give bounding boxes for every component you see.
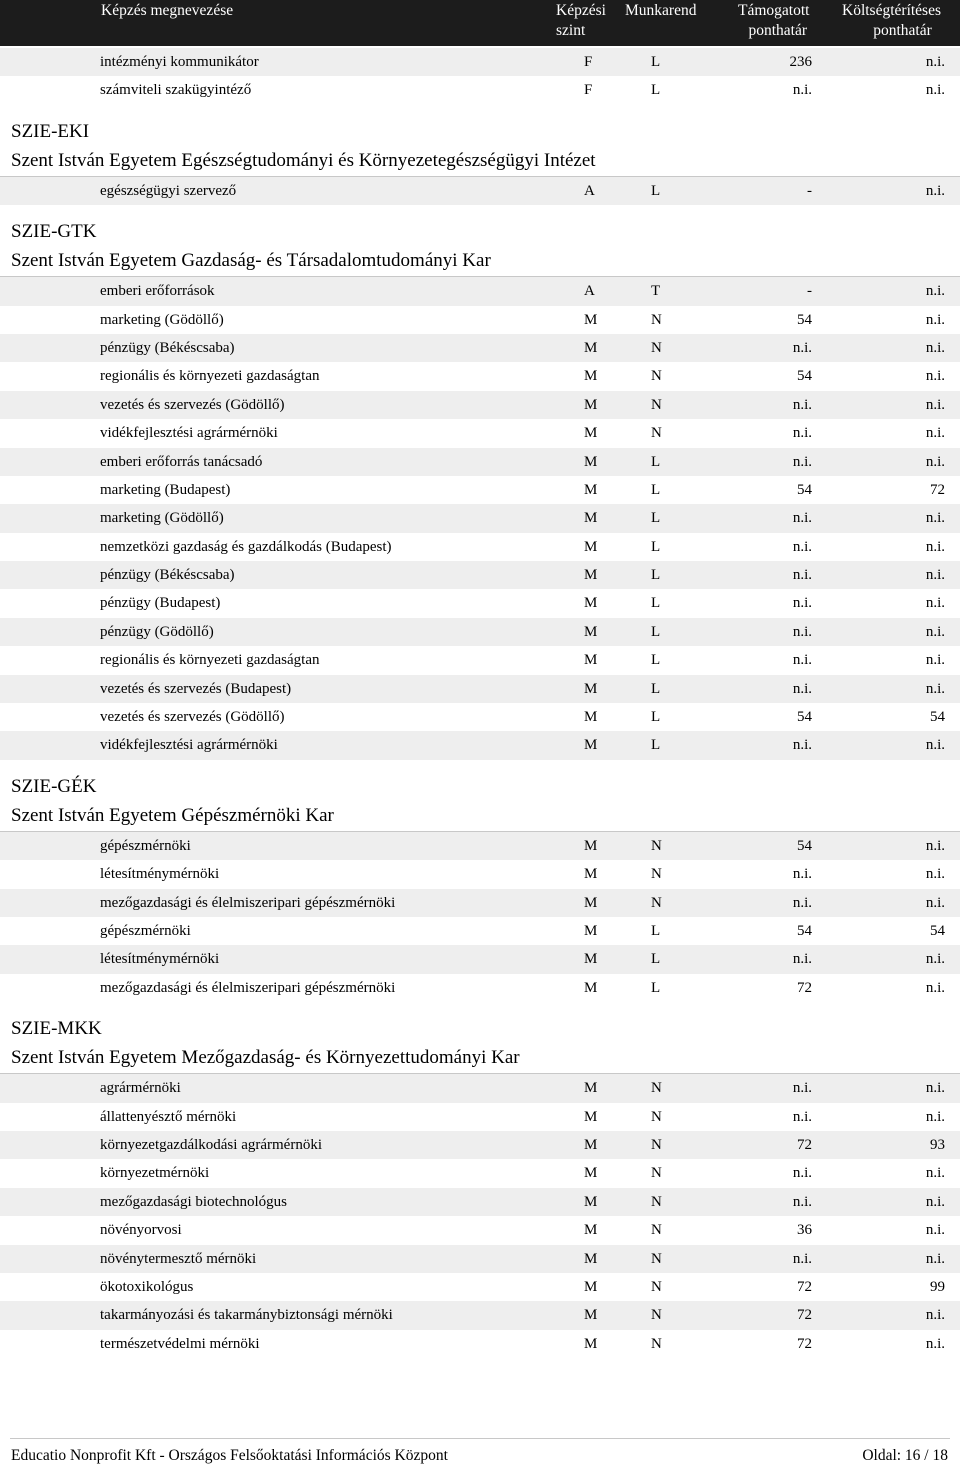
supported-threshold-cell: n.i. bbox=[792, 1193, 812, 1210]
supported-threshold-cell: 54 bbox=[797, 481, 812, 498]
program-name-cell: marketing (Budapest) bbox=[100, 481, 231, 498]
paid-threshold-cell: n.i. bbox=[925, 510, 945, 527]
schedule-cell: T bbox=[651, 283, 661, 300]
institution-code: SZIE-GÉK bbox=[11, 775, 97, 797]
level-cell: M bbox=[584, 1307, 598, 1324]
page-footer bbox=[0, 1438, 960, 1466]
level-cell: F bbox=[584, 82, 593, 99]
program-name-cell: vidékfejlesztési agrármérnöki bbox=[100, 425, 278, 442]
program-name-cell: gépészmérnöki bbox=[100, 922, 191, 939]
supported-threshold-cell: 72 bbox=[797, 1307, 812, 1324]
institution-code: SZIE-EKI bbox=[11, 120, 90, 142]
schedule-cell: L bbox=[651, 481, 661, 498]
table-header bbox=[0, 0, 960, 46]
program-name-cell: ökotoxikológus bbox=[100, 1278, 194, 1295]
level-cell: M bbox=[584, 1278, 598, 1295]
program-name-cell: nemzetközi gazdaság és gazdálkodás (Budapest) bbox=[100, 538, 392, 555]
institution-name: Szent István Egyetem Gépészmérnöki Kar bbox=[11, 804, 334, 826]
level-cell: M bbox=[584, 311, 598, 328]
level-cell: M bbox=[584, 922, 598, 939]
section-gap bbox=[0, 1002, 960, 1016]
schedule-cell: N bbox=[651, 1278, 662, 1295]
program-name-cell: regionális és környezeti gazdaságtan bbox=[100, 652, 320, 669]
supported-threshold-cell: n.i. bbox=[792, 339, 812, 356]
table-row bbox=[0, 76, 960, 104]
schedule-cell: N bbox=[651, 368, 662, 385]
supported-threshold-cell: 36 bbox=[797, 1222, 812, 1239]
supported-threshold-cell: n.i. bbox=[792, 1080, 812, 1097]
table-row bbox=[0, 675, 960, 703]
paid-threshold-cell: n.i. bbox=[925, 182, 945, 199]
level-cell: M bbox=[584, 837, 598, 854]
footer-page-number: Oldal: 16 / 18 bbox=[862, 1447, 948, 1464]
table-row bbox=[0, 533, 960, 561]
program-name-cell: regionális és környezeti gazdaságtan bbox=[100, 368, 320, 385]
level-cell: M bbox=[584, 1222, 598, 1239]
supported-threshold-cell: n.i. bbox=[792, 82, 812, 99]
level-cell: M bbox=[584, 1165, 598, 1182]
schedule-cell: L bbox=[651, 951, 661, 968]
table-row bbox=[0, 1159, 960, 1187]
paid-threshold-cell: n.i. bbox=[925, 425, 945, 442]
schedule-cell: N bbox=[651, 396, 662, 413]
supported-threshold-cell: - bbox=[807, 182, 812, 199]
table-row bbox=[0, 589, 960, 617]
table-row bbox=[0, 703, 960, 731]
schedule-cell: L bbox=[651, 510, 661, 527]
section-gap bbox=[0, 760, 960, 774]
table-row bbox=[0, 1131, 960, 1159]
schedule-cell: L bbox=[651, 623, 661, 640]
level-cell: M bbox=[584, 567, 598, 584]
paid-threshold-cell: n.i. bbox=[925, 1307, 945, 1324]
paid-threshold-cell: 99 bbox=[930, 1278, 945, 1295]
program-name-cell: növénytermesztő mérnöki bbox=[100, 1250, 257, 1267]
program-name-cell: takarmányozási és takarmánybiztonsági mérnöki bbox=[100, 1307, 393, 1324]
schedule-cell: L bbox=[651, 54, 661, 70]
schedule-cell: L bbox=[651, 979, 661, 996]
institution-name: Szent István Egyetem Gazdaság- és Társadalomtudományi Kar bbox=[11, 250, 491, 272]
table-row bbox=[0, 860, 960, 888]
program-name-cell: számviteli szakügyintéző bbox=[100, 82, 252, 99]
paid-threshold-cell: n.i. bbox=[925, 979, 945, 996]
col-header-name: Képzés megnevezése bbox=[101, 2, 234, 19]
program-name-cell: emberi erőforrás tanácsadó bbox=[100, 453, 263, 470]
supported-threshold-cell: n.i. bbox=[792, 680, 812, 697]
paid-threshold-cell: n.i. bbox=[925, 1108, 945, 1125]
program-name-cell: mezőgazdasági és élelmiszeripari gépészmérnöki bbox=[100, 979, 396, 996]
table-row bbox=[0, 974, 960, 1002]
schedule-cell: N bbox=[651, 425, 662, 442]
paid-threshold-cell: n.i. bbox=[925, 951, 945, 968]
col-header-tamogatott-line2: ponthatár bbox=[748, 22, 807, 39]
program-name-cell: vidékfejlesztési agrármérnöki bbox=[100, 737, 278, 754]
schedule-cell: L bbox=[651, 567, 661, 584]
content bbox=[0, 48, 960, 1358]
level-cell: F bbox=[584, 54, 593, 70]
paid-threshold-cell: n.i. bbox=[925, 595, 945, 612]
level-cell: M bbox=[584, 1108, 598, 1125]
col-header-szint-line1: Képzési bbox=[556, 2, 606, 19]
paid-threshold-cell: n.i. bbox=[925, 311, 945, 328]
level-cell: M bbox=[584, 1136, 598, 1153]
paid-threshold-cell: n.i. bbox=[925, 54, 945, 70]
schedule-cell: N bbox=[651, 866, 662, 883]
level-cell: M bbox=[584, 866, 598, 883]
col-header-tamogatott bbox=[738, 1, 809, 41]
table-row bbox=[0, 48, 960, 76]
supported-threshold-cell: n.i. bbox=[792, 1250, 812, 1267]
paid-threshold-cell: n.i. bbox=[925, 680, 945, 697]
program-name-cell: vezetés és szervezés (Budapest) bbox=[100, 680, 292, 697]
table-row bbox=[0, 945, 960, 973]
schedule-cell: L bbox=[651, 680, 661, 697]
col-header-koltseg bbox=[842, 1, 941, 41]
table-row bbox=[0, 504, 960, 532]
level-cell: M bbox=[584, 481, 598, 498]
level-cell: M bbox=[584, 396, 598, 413]
paid-threshold-cell: n.i. bbox=[925, 453, 945, 470]
supported-threshold-cell: n.i. bbox=[792, 737, 812, 754]
paid-threshold-cell: n.i. bbox=[925, 623, 945, 640]
table-row bbox=[0, 1301, 960, 1329]
supported-threshold-cell: n.i. bbox=[792, 866, 812, 883]
table-row bbox=[0, 362, 960, 390]
supported-threshold-cell: - bbox=[807, 283, 812, 300]
supported-threshold-cell: n.i. bbox=[792, 623, 812, 640]
schedule-cell: L bbox=[651, 652, 661, 669]
level-cell: M bbox=[584, 709, 598, 726]
paid-threshold-cell: n.i. bbox=[925, 538, 945, 555]
table-row bbox=[0, 1273, 960, 1301]
supported-threshold-cell: 54 bbox=[797, 311, 812, 328]
paid-threshold-cell: n.i. bbox=[925, 1193, 945, 1210]
supported-threshold-cell: 72 bbox=[797, 1278, 812, 1295]
level-cell: M bbox=[584, 1335, 598, 1352]
paid-threshold-cell: 54 bbox=[930, 922, 945, 939]
program-name-cell: növényorvosi bbox=[100, 1222, 182, 1239]
supported-threshold-cell: n.i. bbox=[792, 894, 812, 911]
table-row bbox=[0, 391, 960, 419]
schedule-cell: L bbox=[651, 737, 661, 754]
schedule-cell: L bbox=[651, 595, 661, 612]
paid-threshold-cell: n.i. bbox=[925, 82, 945, 99]
institution-code: SZIE-GTK bbox=[11, 221, 97, 243]
level-cell: M bbox=[584, 979, 598, 996]
table-row bbox=[0, 1330, 960, 1358]
table-row bbox=[0, 561, 960, 589]
level-cell: M bbox=[584, 425, 598, 442]
paid-threshold-cell: n.i. bbox=[925, 339, 945, 356]
level-cell: M bbox=[584, 510, 598, 527]
table-row bbox=[0, 1103, 960, 1131]
program-name-cell: gépészmérnöki bbox=[100, 837, 191, 854]
supported-threshold-cell: 236 bbox=[789, 54, 812, 70]
institution-code: SZIE-MKK bbox=[11, 1018, 102, 1040]
schedule-cell: L bbox=[651, 182, 661, 199]
level-cell: M bbox=[584, 680, 598, 697]
level-cell: M bbox=[584, 595, 598, 612]
paid-threshold-cell: n.i. bbox=[925, 1080, 945, 1097]
paid-threshold-cell: n.i. bbox=[925, 567, 945, 584]
schedule-cell: L bbox=[651, 922, 661, 939]
table-row bbox=[0, 731, 960, 759]
table-row bbox=[0, 889, 960, 917]
table-row bbox=[0, 419, 960, 447]
paid-threshold-cell: n.i. bbox=[925, 866, 945, 883]
institution-heading bbox=[0, 774, 960, 832]
col-header-munkarend: Munkarend bbox=[625, 2, 697, 19]
level-cell: M bbox=[584, 652, 598, 669]
table-row bbox=[0, 177, 960, 205]
supported-threshold-cell: 54 bbox=[797, 368, 812, 385]
schedule-cell: N bbox=[651, 1080, 662, 1097]
section-gap bbox=[0, 205, 960, 219]
program-name-cell: pénzügy (Békéscsaba) bbox=[100, 567, 235, 584]
level-cell: M bbox=[584, 1193, 598, 1210]
level-cell: M bbox=[584, 1080, 598, 1097]
schedule-cell: L bbox=[651, 453, 661, 470]
paid-threshold-cell: n.i. bbox=[925, 737, 945, 754]
program-name-cell: vezetés és szervezés (Gödöllő) bbox=[100, 709, 285, 726]
program-name-cell: pénzügy (Budapest) bbox=[100, 595, 221, 612]
supported-threshold-cell: n.i. bbox=[792, 595, 812, 612]
level-cell: M bbox=[584, 623, 598, 640]
paid-threshold-cell: n.i. bbox=[925, 1250, 945, 1267]
schedule-cell: N bbox=[651, 1165, 662, 1182]
program-name-cell: emberi erőforrások bbox=[100, 283, 215, 300]
paid-threshold-cell: n.i. bbox=[925, 1222, 945, 1239]
schedule-cell: N bbox=[651, 1250, 662, 1267]
supported-threshold-cell: 54 bbox=[797, 709, 812, 726]
schedule-cell: N bbox=[651, 1108, 662, 1125]
level-cell: A bbox=[584, 182, 595, 199]
supported-threshold-cell: n.i. bbox=[792, 510, 812, 527]
supported-threshold-cell: n.i. bbox=[792, 538, 812, 555]
level-cell: M bbox=[584, 453, 598, 470]
supported-threshold-cell: n.i. bbox=[792, 425, 812, 442]
paid-threshold-cell: 54 bbox=[930, 709, 945, 726]
table-row bbox=[0, 1074, 960, 1102]
level-cell: M bbox=[584, 737, 598, 754]
program-name-cell: létesítménymérnöki bbox=[100, 951, 220, 968]
program-name-cell: egészségügyi szervező bbox=[100, 182, 237, 199]
schedule-cell: N bbox=[651, 894, 662, 911]
level-cell: M bbox=[584, 894, 598, 911]
table-row bbox=[0, 646, 960, 674]
paid-threshold-cell: n.i. bbox=[925, 396, 945, 413]
footer-publisher: Educatio Nonprofit Kft - Országos Felsőoktatási Információs Központ bbox=[11, 1447, 448, 1464]
schedule-cell: N bbox=[651, 339, 662, 356]
supported-threshold-cell: 54 bbox=[797, 837, 812, 854]
program-name-cell: állattenyésztő mérnöki bbox=[100, 1108, 237, 1125]
level-cell: M bbox=[584, 1250, 598, 1267]
table-row bbox=[0, 1188, 960, 1216]
schedule-cell: N bbox=[651, 311, 662, 328]
paid-threshold-cell: n.i. bbox=[925, 368, 945, 385]
table-row bbox=[0, 334, 960, 362]
program-name-cell: pénzügy (Békéscsaba) bbox=[100, 339, 235, 356]
institution-heading bbox=[0, 219, 960, 277]
table-row bbox=[0, 1216, 960, 1244]
table-row bbox=[0, 917, 960, 945]
table-row bbox=[0, 277, 960, 305]
schedule-cell: N bbox=[651, 1136, 662, 1153]
col-header-koltseg-line2: ponthatár bbox=[873, 22, 932, 39]
institution-heading bbox=[0, 1016, 960, 1074]
schedule-cell: L bbox=[651, 82, 661, 99]
supported-threshold-cell: 72 bbox=[797, 1335, 812, 1352]
schedule-cell: N bbox=[651, 1193, 662, 1210]
table-row bbox=[0, 476, 960, 504]
col-header-szint-line2: szint bbox=[556, 22, 586, 39]
supported-threshold-cell: n.i. bbox=[792, 1165, 812, 1182]
level-cell: M bbox=[584, 538, 598, 555]
supported-threshold-cell: n.i. bbox=[792, 453, 812, 470]
level-cell: A bbox=[584, 283, 595, 300]
program-name-cell: agrármérnöki bbox=[100, 1080, 181, 1097]
col-header-szint bbox=[556, 1, 606, 41]
supported-threshold-cell: 72 bbox=[797, 979, 812, 996]
paid-threshold-cell: n.i. bbox=[925, 1335, 945, 1352]
supported-threshold-cell: 72 bbox=[797, 1136, 812, 1153]
level-cell: M bbox=[584, 368, 598, 385]
paid-threshold-cell: n.i. bbox=[925, 652, 945, 669]
program-name-cell: mezőgazdasági és élelmiszeripari gépészmérnöki bbox=[100, 894, 396, 911]
program-name-cell: természetvédelmi mérnöki bbox=[100, 1335, 260, 1352]
program-name-cell: intézményi kommunikátor bbox=[100, 54, 259, 70]
program-name-cell: pénzügy (Gödöllő) bbox=[100, 623, 214, 640]
level-cell: M bbox=[584, 951, 598, 968]
paid-threshold-cell: n.i. bbox=[925, 837, 945, 854]
institution-name: Szent István Egyetem Mezőgazdaság- és Környezettudományi Kar bbox=[11, 1047, 520, 1069]
paid-threshold-cell: n.i. bbox=[925, 1165, 945, 1182]
institution-name: Szent István Egyetem Egészségtudományi és Környezetegészségügyi Intézet bbox=[11, 149, 596, 171]
schedule-cell: L bbox=[651, 709, 661, 726]
paid-threshold-cell: 72 bbox=[930, 481, 945, 498]
schedule-cell: L bbox=[651, 538, 661, 555]
program-name-cell: marketing (Gödöllő) bbox=[100, 311, 224, 328]
paid-threshold-cell: n.i. bbox=[925, 894, 945, 911]
supported-threshold-cell: n.i. bbox=[792, 396, 812, 413]
program-name-cell: marketing (Gödöllő) bbox=[100, 510, 224, 527]
schedule-cell: N bbox=[651, 1222, 662, 1239]
supported-threshold-cell: n.i. bbox=[792, 652, 812, 669]
program-name-cell: vezetés és szervezés (Gödöllő) bbox=[100, 396, 285, 413]
table-row bbox=[0, 1245, 960, 1273]
schedule-cell: N bbox=[651, 837, 662, 854]
level-cell: M bbox=[584, 339, 598, 356]
schedule-cell: N bbox=[651, 1307, 662, 1324]
col-header-tamogatott-line1: Támogatott bbox=[738, 2, 810, 19]
paid-threshold-cell: 93 bbox=[930, 1136, 945, 1153]
paid-threshold-cell: n.i. bbox=[925, 283, 945, 300]
program-name-cell: környezetgazdálkodási agrármérnöki bbox=[100, 1136, 322, 1153]
supported-threshold-cell: n.i. bbox=[792, 567, 812, 584]
col-header-koltseg-line1: Költségtérítéses bbox=[842, 2, 942, 19]
program-name-cell: mezőgazdasági biotechnológus bbox=[100, 1193, 288, 1210]
supported-threshold-cell: n.i. bbox=[792, 951, 812, 968]
section-gap bbox=[0, 105, 960, 119]
supported-threshold-cell: 54 bbox=[797, 922, 812, 939]
supported-threshold-cell: n.i. bbox=[792, 1108, 812, 1125]
table-row bbox=[0, 306, 960, 334]
table-row bbox=[0, 832, 960, 860]
schedule-cell: N bbox=[651, 1335, 662, 1352]
institution-heading bbox=[0, 119, 960, 177]
table-row bbox=[0, 448, 960, 476]
program-name-cell: létesítménymérnöki bbox=[100, 866, 220, 883]
table-row bbox=[0, 618, 960, 646]
program-name-cell: környezetmérnöki bbox=[100, 1165, 210, 1182]
